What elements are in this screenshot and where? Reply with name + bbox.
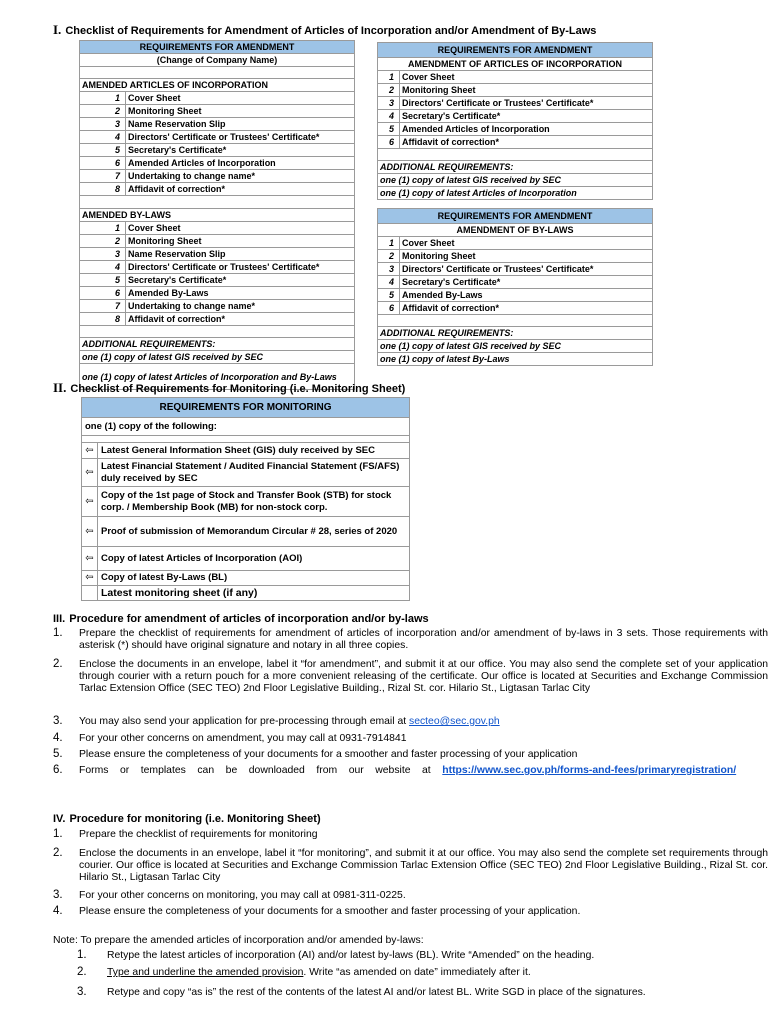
table-row: 8 Affidavit of correction* [80, 183, 355, 196]
table-row: 5 Amended Articles of Incorporation [378, 123, 653, 136]
hand-pointer-icon: ⇦ [82, 547, 98, 571]
list-item: 2. Enclose the documents in an envelope, label it “for amendment”, and submit it at our office. You may also send the complete set of your application through courier with a return pouch for a more convenient releasing of the certificate. Our office is located at Securities and Exchange Commission Tarlac Extension Office (SEC TEO) 2nd Floor Legislative Building., Rizal St. cor. Hilario St., Ligtasan Tarlac City [53, 658, 768, 694]
table-row: 7 Undertaking to change name* [80, 170, 355, 183]
table-row: 4 Secretary's Certificate* [378, 110, 653, 123]
table-row: 6 Amended By-Laws [80, 286, 355, 299]
additional-item: one (1) copy of latest Articles of Incorporation [378, 187, 653, 200]
additional-item: one (1) copy of latest GIS received by SEC [80, 351, 355, 364]
table-row: 6 Affidavit of correction* [378, 136, 653, 149]
table-row: Latest monitoring sheet (if any) [82, 586, 410, 601]
table-header: REQUIREMENTS FOR MONITORING [82, 398, 410, 418]
list-item: 1. Prepare the checklist of requirements for amendment of articles of incorporation and/or amendment of by-laws in 3 sets. Those requirements with asterisk (*) should have original signature and notary in all three copies. [53, 627, 768, 651]
table-row: 4 Directors' Certificate or Trustees' Certificate* [80, 131, 355, 144]
table-intro: one (1) copy of the following: [82, 418, 410, 436]
hand-pointer-icon: ⇦ [82, 517, 98, 547]
note-intro: Note: To prepare the amended articles of incorporation and/or amended by-laws: [53, 935, 424, 946]
table-header: REQUIREMENTS FOR AMENDMENT [378, 43, 653, 58]
table-row: 2 Monitoring Sheet [378, 250, 653, 263]
list-item: 4. Please ensure the completeness of your documents for a smoother and faster processing of your application. [53, 905, 581, 917]
section-3-title: III. Procedure for amendment of articles of incorporation and/or by-laws [53, 613, 429, 625]
additional-item: one (1) copy of latest GIS received by SEC [378, 174, 653, 187]
group-title: AMENDED ARTICLES OF INCORPORATION [80, 79, 355, 92]
list-item: 2. Type and underline the amended provision. Write “as amended on date” immediately after it. [77, 966, 531, 978]
table-row: ⇦ Latest Financial Statement / Audited Financial Statement (FS/AFS) duly received by SEC [82, 459, 410, 487]
additional-title: ADDITIONAL REQUIREMENTS: [80, 338, 355, 351]
table-row: 5 Secretary's Certificate* [80, 144, 355, 157]
additional-item: one (1) copy of latest Articles of Incorporation and By-Laws [80, 364, 355, 390]
list-item: 6. Forms or templates can be downloaded from our website at https://www.sec.gov.ph/forms-and-fees/primaryregistration/ [53, 764, 737, 776]
table-row: 2 Monitoring Sheet [80, 234, 355, 247]
additional-item: one (1) copy of latest By-Laws [378, 353, 653, 366]
table-row: 5 Secretary's Certificate* [80, 273, 355, 286]
table-row: 3 Directors' Certificate or Trustees' Certificate* [378, 97, 653, 110]
list-item: 3. For your other concerns on monitoring, you may call at 0981-311-0225. [53, 889, 406, 901]
table-row: ⇦ Copy of latest Articles of Incorporation (AOI) [82, 547, 410, 571]
additional-item: one (1) copy of latest GIS received by SEC [378, 340, 653, 353]
table-row: 2 Monitoring Sheet [80, 105, 355, 118]
table-header: REQUIREMENTS FOR AMENDMENT [80, 41, 355, 54]
email-link[interactable]: secteo@sec.gov.ph [409, 716, 500, 727]
table-row: ⇦ Copy of the 1st page of Stock and Transfer Book (STB) for stock corp. / Membership Book (MB) for non-stock corp. [82, 487, 410, 517]
table-subheader: (Change of Company Name) [80, 54, 355, 67]
website-link[interactable]: https://www.sec.gov.ph/forms-and-fees/primaryregistration/ [442, 765, 737, 776]
hand-pointer-icon: ⇦ [82, 487, 98, 517]
list-item: 1. Prepare the checklist of requirements for monitoring [53, 828, 318, 840]
list-item: 3. Retype and copy “as is” the rest of the contents of the latest AI and/or latest BL. Write SGD in place of the signatures. [77, 986, 646, 998]
table-row: 1 Cover Sheet [80, 221, 355, 234]
list-item: 3. You may also send your application for pre-processing through email at secteo@sec.gov.ph [53, 715, 500, 727]
list-item: 5. Please ensure the completeness of your documents for a smoother and faster processing of your application [53, 748, 578, 760]
table-row: 8 Affidavit of correction* [80, 312, 355, 325]
list-item: 2. Enclose the documents in an envelope, label it “for monitoring”, and submit it at our office. You may also send the complete set requirements through courier. Our office is located at Securities and Exchange Commission Tarlac Extension Office (SEC TEO) 2nd Floor Legislative Building., Rizal St. cor. Hilario St., Ligtasan Tarlac City [53, 847, 768, 883]
additional-title: ADDITIONAL REQUIREMENTS: [378, 327, 653, 340]
additional-title: ADDITIONAL REQUIREMENTS: [378, 161, 653, 174]
table-row: 6 Amended Articles of Incorporation [80, 157, 355, 170]
amendment-procedure-list [53, 628, 768, 798]
table-row: 1 Cover Sheet [378, 237, 653, 250]
table-row: ⇦ Copy of latest By-Laws (BL) [82, 571, 410, 586]
table-row: 7 Undertaking to change name* [80, 299, 355, 312]
monitoring-procedure-list [53, 829, 768, 924]
section-2-title: II. Checklist of Requirements for Monitoring (i.e. Monitoring Sheet) [53, 380, 406, 395]
hand-pointer-icon: ⇦ [82, 459, 98, 487]
table-row: 4 Directors' Certificate or Trustees' Certificate* [80, 260, 355, 273]
table-row: 3 Directors' Certificate or Trustees' Certificate* [378, 263, 653, 276]
table-row: 3 Name Reservation Slip [80, 118, 355, 131]
amendment-name-change-table [79, 40, 355, 390]
amendment-bylaws-table [377, 208, 653, 366]
table-row: 6 Affidavit of correction* [378, 302, 653, 315]
list-item: 4. For your other concerns on amendment, you may call at 0931-7914841 [53, 732, 407, 744]
table-row: ⇦ Latest General Information Sheet (GIS) duly received by SEC [82, 443, 410, 459]
table-row: ⇦ Proof of submission of Memorandum Circular # 28, series of 2020 [82, 517, 410, 547]
hand-pointer-icon: ⇦ [82, 443, 98, 459]
table-subheader: AMENDMENT OF ARTICLES OF INCORPORATION [378, 58, 653, 71]
group-title: AMENDED BY-LAWS [80, 208, 355, 221]
section-4-title: IV. Procedure for monitoring (i.e. Monitoring Sheet) [53, 813, 321, 825]
table-row: 1 Cover Sheet [378, 71, 653, 84]
table-row: 5 Amended By-Laws [378, 289, 653, 302]
amendment-aoi-table [377, 42, 653, 200]
table-subheader: AMENDMENT OF BY-LAWS [378, 224, 653, 237]
hand-pointer-icon: ⇦ [82, 571, 98, 586]
table-row: 4 Secretary's Certificate* [378, 276, 653, 289]
monitoring-requirements-table [81, 397, 410, 601]
table-row: 3 Name Reservation Slip [80, 247, 355, 260]
note-list [30, 950, 750, 1010]
list-item: 1. Retype the latest articles of incorporation (AI) and/or latest by-laws (BL). Write “Amended” on the heading. [77, 949, 595, 961]
section-1-title: I. Checklist of Requirements for Amendment of Articles of Incorporation and/or Amendment of By-Laws [53, 22, 597, 37]
table-row: 1 Cover Sheet [80, 92, 355, 105]
table-header: REQUIREMENTS FOR AMENDMENT [378, 209, 653, 224]
table-row: 2 Monitoring Sheet [378, 84, 653, 97]
